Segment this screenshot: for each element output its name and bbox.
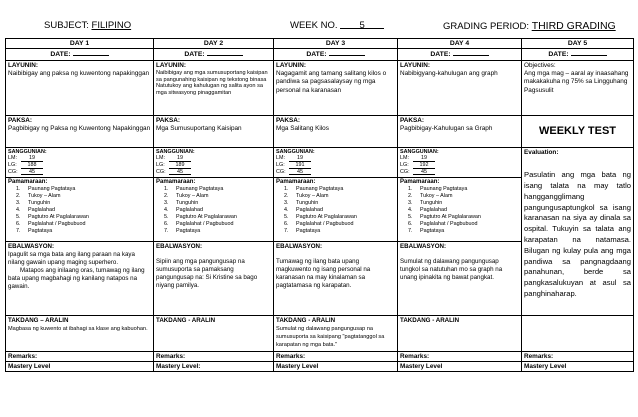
lm-key: LM: [400,155,409,162]
cg-value: 45 [169,170,191,176]
ebalwasyon-day-2 [154,241,274,315]
lg-key: LG: [8,162,17,169]
paksa-text: Pagbibigay ng Paksa ng Kuwentong Napakinggan [8,124,151,132]
pamamaraan-label: Pamamaraan: [276,178,316,185]
ebalwasyon-label: EBALWASYON: [8,242,55,250]
sanggunian-label: SANGGUNIAN: [276,148,315,155]
ebalwasyon-text-2: Matapos ang inilaang oras, tumawag ng ilang bata upang magbahagi ng kanilang natapos na gawain. [8,267,145,291]
pamamaraan-step: 3. Tunguhin [414,200,519,207]
pamamaraan-list [170,186,271,235]
pamamaraan-step: 1. Paunang Pagtataya [414,186,519,193]
pamamaraan-step: 2. Tukoy – Alam [170,193,271,200]
sanggunian-day-3 [274,147,398,177]
pamamaraan-step: 2. Tukoy – Alam [290,193,395,200]
pamamaraan-step: 7. Pagtataya [170,228,271,235]
grading-period-value: THIRD GRADING [531,20,616,32]
lm-value: 19 [21,156,43,162]
date-label: DATE: [548,51,569,59]
day-5-header: DAY 5 [522,39,634,49]
ebalwasyon-day-3 [274,241,398,315]
pamamaraan-step: 5. Pagtutro At Paglalarawan [170,214,271,221]
pamamaraan-day-3 [274,177,398,241]
document-header [0,20,638,34]
layunin-label: LAYUNIN: [8,61,38,69]
paksa-text: Mga Salitang Kilos [276,124,329,132]
sanggunian-row [6,147,634,177]
layunin-text: Naibibigay ang mga sumusuportang kaisipan sa pangunahing kaisipan ng tekstong binasa Natutukoy ang kahulugan ng salita ayon sa mga sitwasyong pinaggamitan [156,69,268,97]
remarks-row [6,351,634,361]
pamamaraan-day-2 [154,177,274,241]
date-cell-4 [398,49,522,60]
subject-field [44,20,131,31]
pamamaraan-label: Pamamaraan: [400,178,440,185]
pamamaraan-list [414,186,519,235]
lm-value: 19 [169,156,191,162]
cg-value: 45 [21,170,43,176]
day-header-row [6,39,634,49]
mastery-day-2: Mastery Level: [154,361,274,371]
lm-key: LM: [8,155,17,162]
paksa-day-4 [398,115,522,147]
pamamaraan-step: 5. Pagtutro At Paglalarawan [22,214,151,221]
takdang-text: Sumulat ng dalawang pangungusap na sumusuporta sa kaisipang "pagtatanggol sa karapatan ng mga bata." [276,325,385,349]
layunin-row [6,60,634,115]
cg-value: 45 [289,170,311,176]
weekly-test-cell [522,115,634,147]
pamamaraan-label: Pamamaraan: [8,178,48,185]
lesson-plan-table [5,38,634,372]
cg-key: CG: [400,168,410,175]
ebalwasyon-day-1 [6,241,154,315]
takdang-day-3 [274,315,398,351]
takdang-label: TAKDANG - ARALIN [276,316,336,324]
takdang-day-4 [398,315,522,351]
lg-key: LG: [276,162,285,169]
layunin-day-2 [154,60,274,115]
date-row [6,49,634,60]
grading-period-label: GRADING PERIOD: [443,21,530,32]
mastery-day-4: Mastery Level [398,361,522,371]
layunin-label: LAYUNIN: [276,61,306,69]
remarks-day-5: Remarks: [522,351,634,361]
ebalwasyon-label: EBALWASYON: [156,242,203,250]
pamamaraan-step: 6. Paglalahat / Pagbubuod [290,221,395,228]
day-3-header: DAY 3 [274,39,398,49]
layunin-label: LAYUNIN: [156,61,186,69]
sanggunian-day-4 [398,147,522,177]
date-cell-2 [154,49,274,60]
remarks-day-3: Remarks: [274,351,398,361]
mastery-day-5: Mastery Level [522,361,634,371]
pamamaraan-step: 5. Pagtutro At Paglalarawan [414,214,519,221]
evaluation-label: Evaluation: [524,148,559,156]
sanggunian-label: SANGGUNIAN: [156,148,195,155]
pamamaraan-step: 4. Paglalahad [170,207,271,214]
paksa-label: PAKSA: [400,116,425,124]
pamamaraan-step: 5. Pagtutro At Paglalarawan [290,214,395,221]
mastery-row [6,361,634,371]
ebalwasyon-text: Sipiin ang mga pangungusap na sumusuporta sa pamaksang pangungusap na: Si Kristine sa bago niyang pamilya. [156,257,258,290]
pamamaraan-step: 1. Paunang Pagtataya [290,186,395,193]
layunin-day-4 [398,60,522,115]
pamamaraan-step: 6. Paglalahat / Pagbubuod [22,221,151,228]
takdang-day-1 [6,315,154,351]
takdang-label: TAKDANG - ARALIN [156,316,216,324]
ebalwasyon-label: EBALWASYON: [276,242,323,250]
lg-value: 188 [21,163,43,169]
evaluation-cell [522,147,634,315]
pamamaraan-step: 1. Paunang Pagtataya [22,186,151,193]
date-cell-1 [6,49,154,60]
pamamaraan-step: 3. Tunguhin [290,200,395,207]
day-4-header: DAY 4 [398,39,522,49]
takdang-label: TAKDANG - ARALIN [400,316,460,324]
date-cell-3 [274,49,398,60]
lg-value: 192 [413,163,435,169]
lg-value: 191 [289,163,311,169]
mastery-day-1: Mastery Level [6,361,154,371]
objectives-text: Ang mga mag – aaral ay inaasahang makakakuha ng 75% sa Lingguhang Pagsusulit [524,69,629,94]
pamamaraan-step: 4. Paglalahad [22,207,151,214]
pamamaraan-day-4 [398,177,522,241]
objectives-day-5 [522,60,634,115]
layunin-label: LAYUNIN: [400,61,430,69]
pamamaraan-step: 7. Pagtataya [414,228,519,235]
cg-key: CG: [276,168,286,175]
paksa-label: PAKSA: [276,116,301,124]
week-field [290,20,384,31]
lm-value: 19 [413,156,435,162]
date-label: DATE: [306,51,327,59]
takdang-day-2 [154,315,274,351]
date-blank [329,50,365,56]
evaluation-text: Pasulatin ang mga bata ng isang talata na may tatlo hanggangglimang pangungusaptungkol sa isang karanasan na siya ay dinala sa ospital. Tukuyin sa talata ang karapatan na natamasa. Bilugan ng kulay pula ang mga pandiwa sa pangnagdaang panahunan, berde sa pangkasalukuyan at asul sa panghinaharap. [524,170,631,298]
paksa-text: Pagbibigay-Kahulugan sa Graph [400,124,493,132]
pamamaraan-step: 6. Paglalahat / Pagbubuod [170,221,271,228]
layunin-text: Nabibigyang-kahulugan ang graph [400,69,498,77]
sanggunian-day-2 [154,147,274,177]
pamamaraan-step: 7. Pagtataya [22,228,151,235]
remarks-day-2: Remarks: [154,351,274,361]
pamamaraan-step: 3. Tunguhin [170,200,271,207]
date-label: DATE: [184,51,205,59]
lm-key: LM: [276,155,285,162]
pamamaraan-day-1 [6,177,154,241]
takdang-aralin-row [6,315,634,351]
pamamaraan-list [22,186,151,235]
date-blank [571,50,607,56]
takdang-day-5 [522,315,634,351]
week-value: 5 [340,20,384,29]
pamamaraan-step: 2. Tukoy – Alam [22,193,151,200]
pamamaraan-list [290,186,395,235]
subject-value: FILIPINO [91,20,132,31]
pamamaraan-step: 4. Paglalahad [414,207,519,214]
ebalwasyon-text: Tumawag ng ilang bata upang magkuwento ng isang personal na karanasan na may kinalaman sa pagtatamasa ng karapatan. [276,257,371,290]
paksa-label: PAKSA: [156,116,181,124]
layunin-day-1 [6,60,154,115]
pamamaraan-step: 3. Tunguhin [22,200,151,207]
cg-key: CG: [156,168,166,175]
date-blank [73,50,109,56]
takdang-label: TAKDANG – ARALIN [8,316,69,324]
subject-label: SUBJECT: [44,20,89,31]
week-label: WEEK NO. [290,20,338,31]
paksa-day-1 [6,115,154,147]
pamamaraan-step: 6. Paglalahat / Pagbubuod [414,221,519,228]
paksa-label: PAKSA: [8,116,33,124]
pamamaraan-step: 2. Tukoy – Alam [414,193,519,200]
paksa-row [6,115,634,147]
sanggunian-day-1 [6,147,154,177]
objectives-label: Objectives: [524,61,556,69]
ebalwasyon-label: EBALWASYON: [400,242,447,250]
pamamaraan-step: 1. Paunang Pagtataya [170,186,271,193]
sanggunian-label: SANGGUNIAN: [400,148,439,155]
date-label: DATE: [50,51,71,59]
day-1-header: DAY 1 [6,39,154,49]
cg-value: 45 [413,170,435,176]
paksa-day-2 [154,115,274,147]
lg-value: 189 [169,163,191,169]
remarks-day-4: Remarks: [398,351,522,361]
mastery-day-3: Mastery Level [274,361,398,371]
paksa-day-3 [274,115,398,147]
grading-period-field [443,20,616,32]
date-blank [207,50,243,56]
pamamaraan-step: 7. Pagtataya [290,228,395,235]
ebalwasyon-text: Ipagulit sa mga bata ang ilang paraan na kaya nilang gawain upang maging superhero. [8,250,135,266]
layunin-day-3 [274,60,398,115]
layunin-text: Nagagamit ang tamang salitang kilos o pandiwa sa pagsasalaysay ng mga personal na karanasan [276,69,387,94]
lg-key: LG: [156,162,165,169]
cg-key: CG: [8,168,18,175]
layunin-text: Naibibigay ang paksa ng kuwentong napakinggan [8,69,150,77]
date-blank [453,50,489,56]
pamamaraan-label: Pamamaraan: [156,178,196,185]
ebalwasyon-day-4 [398,241,522,315]
ebalwasyon-text: Sumulat ng dalawang pangungusap tungkol sa natutuhan mo sa graph na unang ipinakita ng bawat pangkat. [400,257,503,282]
lg-key: LG: [400,162,409,169]
takdang-text: Magbasa ng kuwento at ibahagi sa klase ang kabuohan. [8,325,148,332]
day-2-header: DAY 2 [154,39,274,49]
paksa-text: Mga Sumusuportang Kaisipan [156,124,242,132]
lm-key: LM: [156,155,165,162]
lm-value: 19 [289,156,311,162]
date-label: DATE: [430,51,451,59]
weekly-test-title: WEEKLY TEST [538,124,617,137]
remarks-day-1: Remarks: [6,351,154,361]
date-cell-5 [522,49,634,60]
sanggunian-label: SANGGUNIAN: [8,148,47,155]
pamamaraan-step: 4. Paglalahad [290,207,395,214]
